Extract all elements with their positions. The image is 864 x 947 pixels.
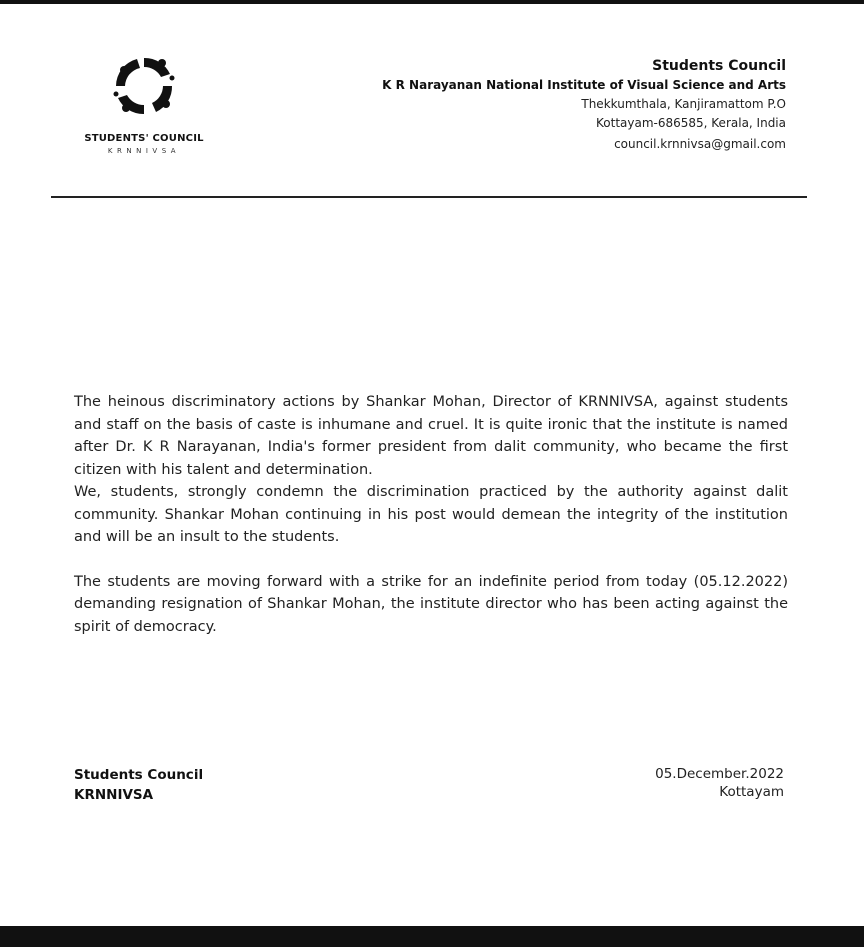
- letter-date: 05.December.2022: [655, 766, 784, 782]
- date-place-block: [655, 765, 784, 801]
- email-address: council.krnnivsa@gmail.com: [614, 137, 786, 151]
- signature-line-2: KRNNIVSA: [74, 787, 154, 803]
- org-name: Students Council: [652, 58, 786, 74]
- header-divider: [51, 196, 807, 198]
- top-border: [0, 0, 864, 4]
- letter-body: [74, 391, 788, 638]
- logo-title: STUDENTS' COUNCIL: [84, 133, 204, 144]
- paragraph-1: The heinous discriminatory actions by Shankar Mohan, Director of KRNNIVSA, against students and staff on the basis of caste is inhumane and cruel. It is quite ironic that the institute is named after Dr. K R Narayanan, India's former president from dalit community, who became the first citizen with his talent and determination.: [74, 394, 788, 478]
- letterhead: [382, 57, 786, 154]
- students-council-logo-icon: [104, 46, 184, 126]
- paragraph-3: The students are moving forward with a strike for an indefinite period from today (05.12.2022) demanding resignation of Shankar Mohan, the institute director who has been acting against the spirit of democracy.: [74, 573, 788, 635]
- letter-place: Kottayam: [719, 784, 784, 800]
- address-line-2: Kottayam-686585, Kerala, India: [596, 116, 786, 130]
- address-line-1: Thekkumthala, Kanjiramattom P.O: [581, 97, 786, 111]
- signature-block: [74, 765, 203, 805]
- institute-name: K R Narayanan National Institute of Visual Science and Arts: [382, 78, 786, 92]
- logo-subtitle: KRNNIVSA: [107, 147, 181, 155]
- bottom-border: [0, 926, 864, 947]
- signature-line-1: Students Council: [74, 767, 204, 783]
- paragraph-2: We, students, strongly condemn the discrimination practiced by the authority against dalit community. Shankar Mohan continuing in his post would demean the integrity of the institution and will be an insult to the students.: [74, 484, 788, 545]
